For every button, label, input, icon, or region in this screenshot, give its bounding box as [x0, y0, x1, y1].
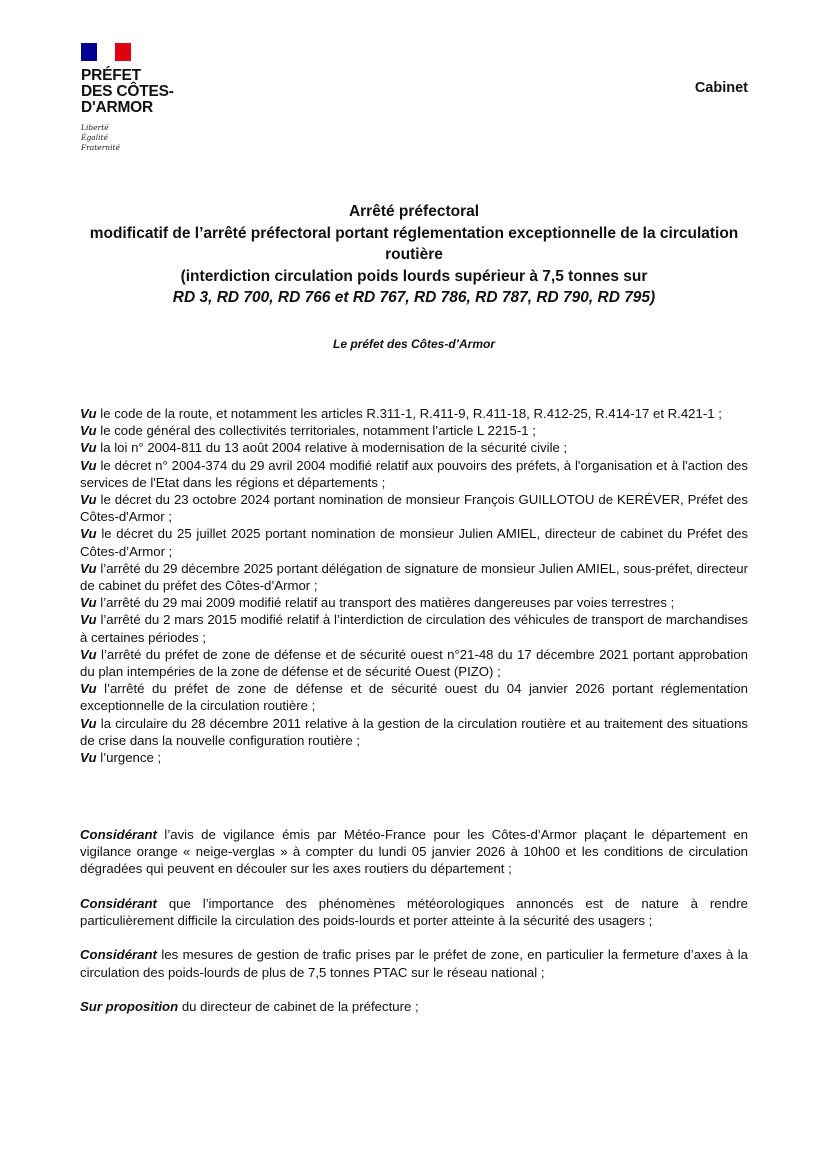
considerant-item [80, 895, 748, 929]
visa-item [80, 560, 748, 594]
visa-keyword: Vu [80, 612, 97, 628]
visa-item [80, 611, 748, 645]
visa-text: la loi n° 2004-811 du 13 août 2004 relative à modernisation de la sécurité civile ; [96, 440, 568, 456]
considerant-text: les mesures de gestion de trafic prises par le préfet de zone, en particulier la fermeture d’axes à la circulation des poids-lourds de plus de 7,5 tonnes PTAC sur le réseau national ; [80, 947, 748, 980]
visa-keyword: Vu [80, 715, 97, 731]
marianne-flag-icon [81, 43, 131, 61]
visa-item [80, 439, 748, 456]
visa-text: l’arrêté du 29 décembre 2025 portant délégation de signature de monsieur Julien AMIEL, sous-préfet, directeur de cabinet du préfet des Côtes-d’Armor ; [80, 560, 748, 594]
proposal-text: du directeur de cabinet de la préfecture ; [178, 998, 419, 1014]
motto-line: Fraternité [81, 143, 120, 152]
visa-text: le code général des collectivités territoriales, notamment l’article L 2215-1 ; [96, 423, 536, 439]
document-title [80, 201, 748, 309]
visa-item [80, 405, 748, 422]
title-line: modificatif de l’arrêté préfectoral portant réglementation exceptionnelle de la circulation routière [89, 224, 739, 263]
visa-text: l’arrêté du préfet de zone de défense et de sécurité ouest du 04 janvier 2026 portant réglementation exceptionnelle de la circulation routière ; [80, 681, 748, 714]
flag-blue-band [81, 43, 97, 61]
flag-white-band [97, 43, 115, 61]
considerants-section [80, 826, 748, 1032]
visa-keyword: Vu [80, 646, 97, 662]
visa-text: le décret n° 2004-374 du 29 avril 2004 modifié relatif aux pouvoirs des préfets, à l'organisation et à l'action des services de l'Etat dans les régions et départements ; [80, 457, 748, 490]
motto-line: Égalité [81, 133, 108, 142]
visa-item [80, 715, 748, 749]
flag-red-band [115, 43, 131, 61]
visa-keyword: Vu [80, 681, 97, 697]
visa-text: l’arrêté du 29 mai 2009 modifié relatif au transport des matières dangereuses par voies terrestres ; [96, 595, 675, 611]
visa-keyword: Vu [80, 595, 97, 611]
visa-keyword: Vu [80, 750, 97, 766]
visa-item [80, 680, 748, 714]
visa-item [80, 749, 748, 766]
visas-section [80, 405, 748, 766]
considerant-item [80, 826, 748, 878]
considerant-item [80, 946, 748, 980]
visa-keyword: Vu [80, 560, 97, 576]
visa-item [80, 594, 748, 611]
visa-text: le code de la route, et notamment les articles R.311-1, R.411-9, R.411-18, R.412-25, R.414-17 et R.421-1 ; [96, 406, 722, 421]
visa-text: le décret du 25 juillet 2025 portant nomination de monsieur Julien AMIEL, directeur de cabinet du Préfet des Côtes-d’Armor ; [80, 526, 748, 559]
prefecture-name-line: D'ARMOR [81, 99, 154, 116]
service-name: Cabinet [694, 80, 748, 96]
proposal-item [80, 998, 748, 1015]
visa-text: l’arrêté du préfet de zone de défense et de sécurité ouest n°21-48 du 17 décembre 2021 portant approbation du plan intempéries de la zone de défense et de sécurité Ouest (PIZO) ; [80, 646, 748, 680]
visa-keyword: Vu [80, 457, 97, 473]
prefecture-logo [81, 43, 221, 153]
visa-keyword: Vu [80, 492, 97, 508]
visa-text: la circulaire du 28 décembre 2011 relative à la gestion de la circulation routière et au traitement des situations de crise dans la nouvelle configuration routière ; [80, 715, 748, 748]
prefecture-name-line: PRÉFET [81, 67, 141, 84]
prefecture-name [81, 68, 221, 116]
title-line: Arrêté préfectoral [348, 203, 480, 220]
visa-text: l’urgence ; [96, 750, 162, 766]
proposal-keyword: Sur proposition [80, 998, 179, 1014]
visa-keyword: Vu [80, 440, 97, 456]
visa-item [80, 491, 748, 525]
title-roads-line: RD 3, RD 700, RD 766 et RD 767, RD 786, RD 787, RD 790, RD 795) [172, 289, 656, 306]
visa-item [80, 525, 748, 559]
visa-text: le décret du 23 octobre 2024 portant nomination de monsieur François GUILLOTOU de KERÉVER, Préfet des Côtes-d'Armor ; [80, 492, 748, 525]
prefecture-name-line: DES CÔTES- [81, 83, 174, 100]
visa-text: l’arrêté du 2 mars 2015 modifié relatif à l’interdiction de circulation des véhicules de transport de marchandises à certaines périodes ; [80, 612, 748, 645]
motto-line: Liberté [81, 123, 109, 132]
considerant-keyword: Considérant [80, 895, 157, 911]
visa-item [80, 646, 748, 680]
considerant-keyword: Considérant [80, 827, 157, 842]
visa-keyword: Vu [80, 406, 97, 421]
visa-keyword: Vu [80, 526, 97, 542]
issuer-line: Le préfet des Côtes-d’Armor [332, 337, 496, 351]
considerant-text: que l’importance des phénomènes météorologiques annoncés est de nature à rendre particulièrement difficile la circulation des poids-lourds et porter atteinte à la sécurité des usagers ; [80, 895, 748, 928]
visa-item [80, 457, 748, 491]
visa-keyword: Vu [80, 423, 97, 439]
considerant-text: l’avis de vigilance émis par Météo-France pour les Côtes-d’Armor plaçant le département en vigilance orange « neige-verglas » à compter du lundi 05 janvier 2026 à 10h00 et les conditions de circulation dégradées qui peuvent en découler sur les axes routiers du département ; [80, 827, 748, 877]
considerant-keyword: Considérant [80, 947, 157, 963]
republic-motto [81, 123, 221, 153]
visa-item [80, 422, 748, 439]
title-line: (interdiction circulation poids lourds supérieur à 7,5 tonnes sur [180, 267, 648, 285]
